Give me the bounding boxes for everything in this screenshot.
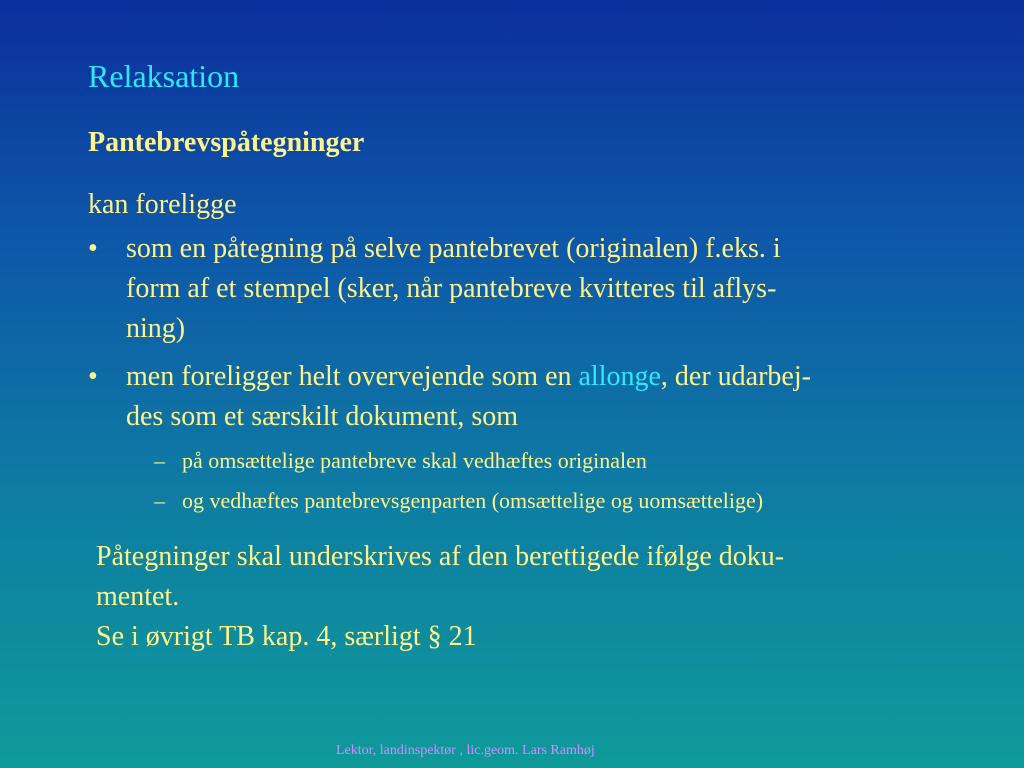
slide-subtitle: Pantebrevspåtegninger bbox=[88, 127, 365, 158]
closing-line-2: mentet. bbox=[96, 581, 180, 612]
bullet-marker: • bbox=[88, 233, 98, 264]
closing-line-3: Se i øvrigt TB kap. 4, særligt § 21 bbox=[96, 621, 477, 652]
bullet-2-text-before: men foreligger helt overvejende som en bbox=[126, 361, 579, 392]
allonge-term: allonge bbox=[578, 361, 661, 392]
dash-marker: – bbox=[154, 448, 165, 473]
bullet-1-line-2: form af et stempel (sker, når pantebreve kvitteres til aflys- bbox=[126, 273, 777, 304]
bullet-2-line-2: des som et særskilt dokument, som bbox=[126, 401, 518, 432]
bullet-item-2 bbox=[88, 357, 988, 521]
sub-bullet-2-text: og vedhæftes pantebrevsgenparten (omsættelige og uomsættelige) bbox=[182, 488, 764, 513]
bullet-1-line-1: som en påtegning på selve pantebrevet (originalen) f.eks. i bbox=[126, 233, 781, 264]
dash-marker: – bbox=[154, 488, 165, 513]
bullet-2-line-1 bbox=[126, 357, 988, 397]
bullet-list bbox=[88, 229, 988, 529]
bullet-1-line-3: ning) bbox=[126, 313, 186, 344]
author-credit: Lektor, landinspektør , lic.geom. Lars Ramhøj bbox=[336, 743, 595, 758]
sub-bullet-item-1 bbox=[154, 441, 988, 481]
sub-bullet-item-2 bbox=[154, 481, 988, 521]
closing-line-1: Påtegninger skal underskrives af den berettigede ifølge doku- bbox=[96, 541, 785, 572]
bullet-marker: • bbox=[88, 361, 98, 392]
sub-bullet-list bbox=[154, 441, 988, 521]
bullet-item-1 bbox=[88, 229, 988, 349]
slide-title: Relaksation bbox=[88, 58, 240, 94]
closing-paragraph bbox=[96, 537, 976, 657]
intro-text: kan foreligge bbox=[88, 189, 237, 220]
bullet-2-text-after: , der udarbej- bbox=[660, 361, 811, 392]
sub-bullet-1-text: på omsættelige pantebreve skal vedhæftes originalen bbox=[182, 448, 647, 473]
